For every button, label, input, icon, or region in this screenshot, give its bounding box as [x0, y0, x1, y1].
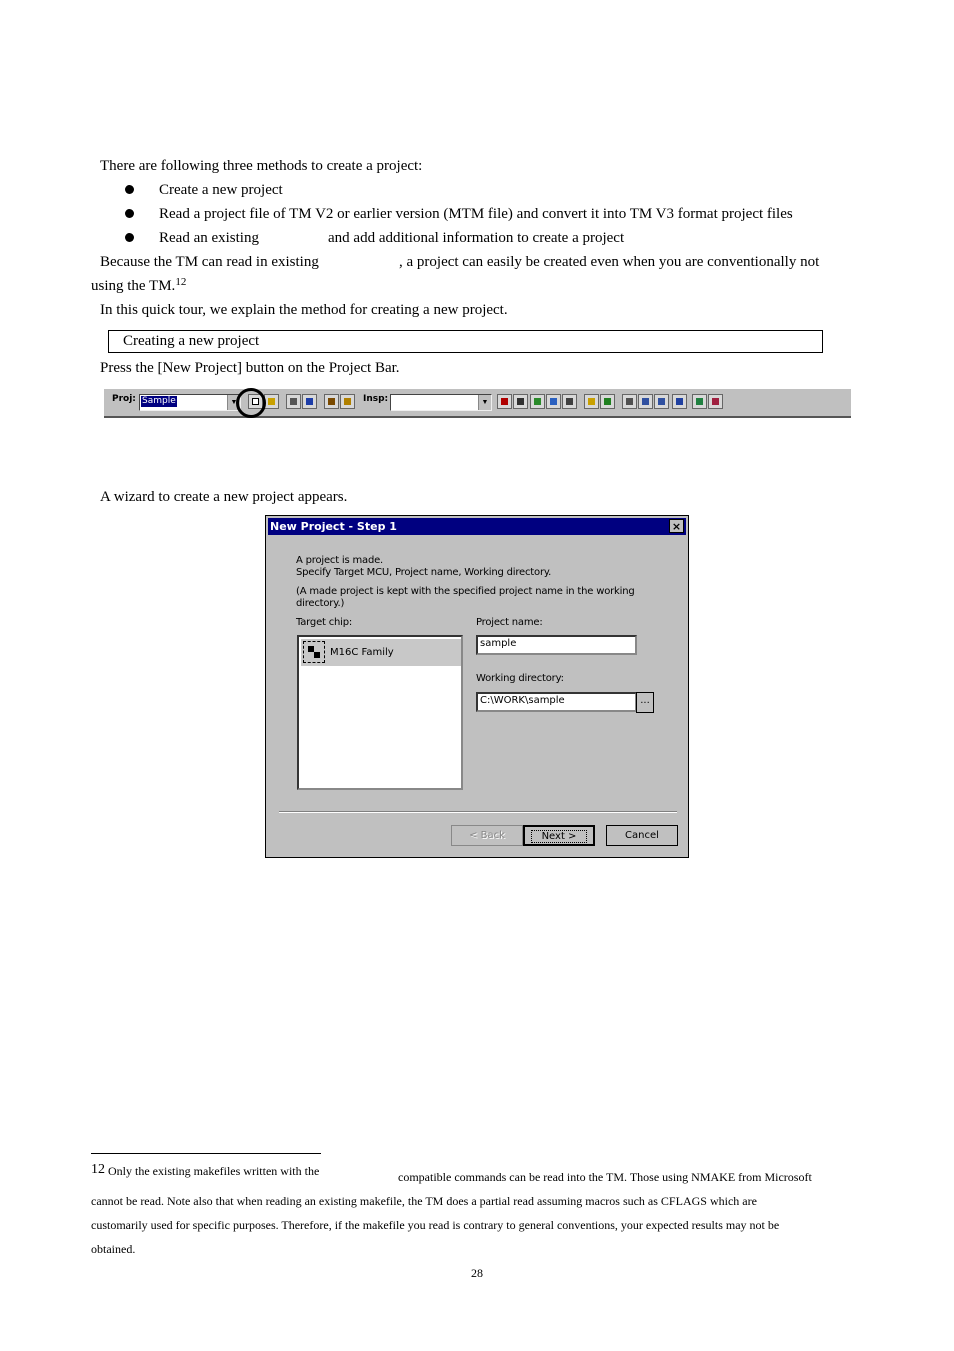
toolbar-button[interactable] — [672, 394, 687, 409]
footnote-number: 12 — [91, 1162, 105, 1177]
new-project-dialog — [265, 515, 689, 858]
highlight-circle — [236, 388, 266, 418]
dialog-line-3: (A made project is kept with the specified project name in the working — [296, 586, 635, 597]
open-project-button[interactable] — [264, 394, 279, 409]
quick-tour-text: In this quick tour, we explain the method for creating a new project. — [100, 302, 508, 318]
dialog-separator — [279, 811, 677, 813]
bullet-dot — [125, 233, 134, 242]
toolbar-button[interactable] — [638, 394, 653, 409]
close-button[interactable]: × — [669, 519, 684, 533]
intro-text: There are following three methods to create a project: — [100, 158, 423, 174]
proj-label: Proj: — [112, 394, 136, 404]
window-icon — [306, 398, 313, 405]
toolbar-button[interactable] — [302, 394, 317, 409]
toolbar-button[interactable] — [654, 394, 669, 409]
project-name-label: Project name: — [476, 617, 543, 628]
chip-item-label: M16C Family — [330, 647, 394, 658]
browse-button[interactable]: ... — [636, 692, 654, 713]
printer-icon — [290, 398, 297, 405]
dialog-line-4: directory.) — [296, 598, 345, 609]
find-icon — [550, 398, 557, 405]
footnote-line-4: obtained. — [91, 1242, 136, 1256]
toolbar-button[interactable] — [530, 394, 545, 409]
dialog-line-2: Specify Target MCU, Project name, Working directory. — [296, 567, 552, 578]
dialog-title-bar — [268, 518, 686, 535]
proj-combo-value: Sample — [142, 396, 176, 406]
section-heading-box — [108, 330, 823, 353]
list-icon — [658, 398, 665, 405]
bullet-item-3b: and add additional information to create a project — [328, 230, 625, 246]
dialog-title: New Project - Step 1 — [270, 520, 397, 533]
bullet-item-1: Create a new project — [159, 182, 283, 198]
hammer-icon — [328, 398, 335, 405]
section-heading: Creating a new project — [123, 333, 260, 349]
toolbar-button[interactable] — [584, 394, 599, 409]
list-icon — [642, 398, 649, 405]
bullet-item-3a: Read an existing — [159, 230, 259, 246]
target-chip-label: Target chip: — [296, 617, 353, 628]
tool-icon — [626, 398, 633, 405]
insp-combo[interactable] — [390, 394, 492, 411]
proj-combo[interactable] — [139, 394, 241, 411]
tool-icon — [517, 398, 524, 405]
toolbar-button[interactable] — [600, 394, 615, 409]
chip-icon — [303, 641, 325, 663]
bullet-dot — [125, 209, 134, 218]
grid-icon — [604, 398, 611, 405]
insp-label: Insp: — [363, 394, 389, 404]
footnote-rule — [91, 1153, 321, 1154]
footnote-ref: 12 — [175, 276, 187, 288]
working-dir-label: Working directory: — [476, 673, 564, 684]
para-line1-a: Because the TM can read in existing — [100, 254, 319, 270]
globe-icon — [696, 398, 703, 405]
toolbar-button[interactable] — [708, 394, 723, 409]
toolbar-button[interactable] — [324, 394, 339, 409]
press-instruction: Press the [New Project] button on the Project Bar. — [100, 360, 400, 376]
tool-icon — [501, 398, 508, 405]
toolbar-button[interactable] — [513, 394, 528, 409]
footnote-line-2: cannot be read. Note also that when reading an existing makefile, the TM does a partial read assuming macros such as CFLAGS which are — [91, 1194, 757, 1208]
toolbar-button[interactable] — [497, 394, 512, 409]
files-icon — [588, 398, 595, 405]
list-item[interactable] — [301, 639, 461, 666]
project-name-input[interactable]: sample — [476, 635, 637, 655]
folder-icon — [268, 398, 275, 405]
help-book-icon — [712, 398, 719, 405]
toolbar-button[interactable] — [340, 394, 355, 409]
project-bar — [104, 389, 851, 418]
para-line2: using the TM.$^{12}$ — [91, 276, 187, 294]
toolbar-button[interactable] — [622, 394, 637, 409]
footnote-line-3: customarily used for specific purposes. Therefore, if the makefile you read is contrary to general conventions, your expected results may not be — [91, 1218, 780, 1232]
page-number: 28 — [471, 1266, 483, 1280]
export-icon — [676, 398, 683, 405]
para-line1-b: , a project can easily be created even when you are conventionally not — [399, 254, 820, 270]
back-button[interactable]: < Back — [451, 825, 523, 846]
toolbar-button[interactable] — [562, 394, 577, 409]
magnifier-icon — [566, 398, 573, 405]
wizard-text: A wizard to create a new project appears. — [100, 489, 348, 505]
toolbar-button[interactable] — [286, 394, 301, 409]
edit-icon — [534, 398, 541, 405]
next-button[interactable] — [523, 825, 595, 846]
dialog-line-1: A project is made. — [296, 555, 384, 566]
dropdown-arrow-icon[interactable]: ▼ — [227, 395, 240, 410]
footnote-line-1 — [91, 1164, 319, 1178]
next-label: Next > — [531, 830, 588, 843]
target-chip-list[interactable] — [297, 635, 463, 790]
working-dir-input[interactable]: C:\WORK\sample — [476, 692, 637, 712]
toolbar-button[interactable] — [692, 394, 707, 409]
toolbar-button[interactable] — [546, 394, 561, 409]
footnote-line-1b: compatible commands can be read into the TM. Those using NMAKE from Microsoft — [398, 1170, 812, 1184]
bullet-item-2: Read a project file of TM V2 or earlier version (MTM file) and convert it into TM V3 format project files — [159, 206, 793, 222]
dropdown-arrow-icon[interactable]: ▼ — [478, 395, 491, 410]
footnote-line-1a: Only the existing makefiles written with the — [108, 1164, 320, 1178]
bullet-dot — [125, 185, 134, 194]
cancel-button[interactable]: Cancel — [606, 825, 678, 846]
build-icon — [344, 398, 351, 405]
